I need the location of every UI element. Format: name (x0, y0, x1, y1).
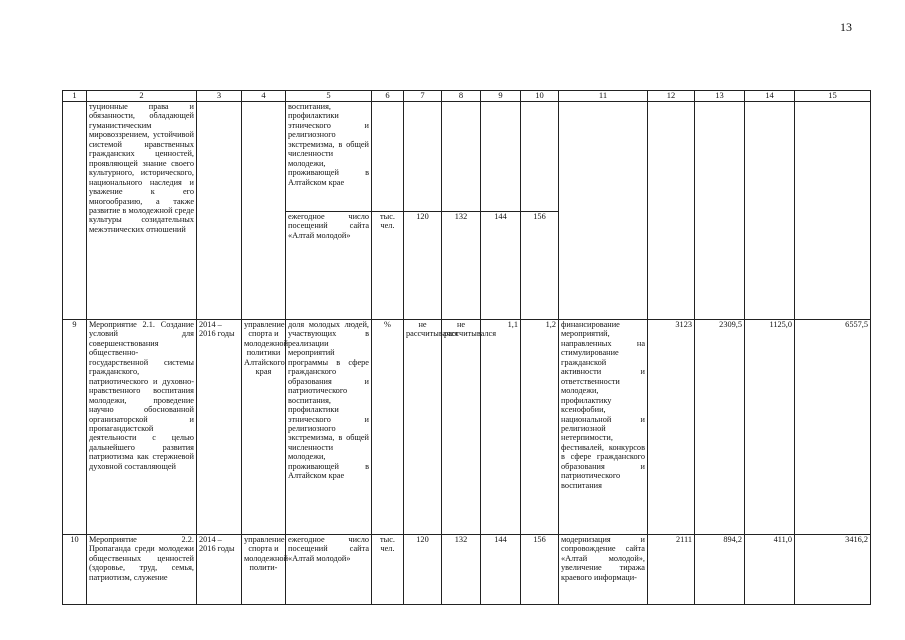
col-header: 10 (521, 91, 559, 102)
cell-indicator: ежегодное число посещений сайта «Алтай молодой» (286, 535, 372, 605)
cell-value: 120 (404, 212, 442, 320)
cell-description: Мероприятие 2.2. Пропаганда среди молодежи общественных ценностей (здоровье, труд, семья, патриотизм, служение (87, 535, 197, 605)
cell-executor (242, 102, 286, 320)
col-header: 2 (87, 91, 197, 102)
cell-indicator: ежегодное число посещений сайта «Алтай молодой» (286, 212, 372, 320)
cell-value: 144 (481, 535, 521, 605)
cell-indicator: доля молодых людей, участвующих в реализации мероприятий программы в сфере гражданского образования и патриотического воспитания, профилактики этнического и религиозного экстремизма, в общей численности молодежи, проживающей в Алтайском крае (286, 320, 372, 535)
cell-executor: управление спорта и молодежной полити- (242, 535, 286, 605)
cell-amount (795, 102, 871, 320)
cell-period: 2014 – 2016 годы (197, 535, 242, 605)
col-header: 14 (745, 91, 795, 102)
cell-amount: 2309,5 (695, 320, 745, 535)
cell-no: 9 (63, 320, 87, 535)
cell-activity: финансирование мероприятий, направленных на стимулирование гражданской активности и ответственности молодежи, профилактику ксенофобии, национальной и религиозной нетерпимости, фестивалей, конкурсов в сфере гражданского образования и патриотического воспитания (559, 320, 648, 535)
cell-amount: 411,0 (745, 535, 795, 605)
col-header: 3 (197, 91, 242, 102)
cell-amount: 1125,0 (745, 320, 795, 535)
cell-amount (648, 102, 695, 320)
cell-value (521, 102, 559, 212)
column-number-row (63, 91, 871, 102)
col-header: 8 (442, 91, 481, 102)
table-row (63, 320, 871, 535)
cell-amount: 894,2 (695, 535, 745, 605)
col-header: 7 (404, 91, 442, 102)
table-row (63, 102, 871, 212)
cell-value: не рассчитывался (442, 320, 481, 535)
program-table (62, 90, 871, 605)
cell-unit: тыс. чел. (372, 212, 404, 320)
cell-no: 10 (63, 535, 87, 605)
cell-indicator: воспитания, профилактики этнического и религиозного экстремизма, в общей численности молодежи, проживающей в Алтайском крае (286, 102, 372, 212)
cell-unit (372, 102, 404, 212)
cell-amount: 6557,5 (795, 320, 871, 535)
page-number: 13 (840, 20, 852, 34)
cell-value: 1,2 (521, 320, 559, 535)
col-header: 9 (481, 91, 521, 102)
cell-amount: 3123 (648, 320, 695, 535)
cell-executor: управление спорта и молодежной политики Алтайского края (242, 320, 286, 535)
cell-activity (559, 102, 648, 320)
cell-value: 156 (521, 212, 559, 320)
cell-period (197, 102, 242, 320)
cell-period: 2014 – 2016 годы (197, 320, 242, 535)
cell-value (442, 102, 481, 212)
col-header: 6 (372, 91, 404, 102)
cell-no (63, 102, 87, 320)
cell-amount: 3416,2 (795, 535, 871, 605)
cell-unit: % (372, 320, 404, 535)
cell-amount (745, 102, 795, 320)
col-header: 12 (648, 91, 695, 102)
col-header: 15 (795, 91, 871, 102)
cell-value (404, 102, 442, 212)
col-header: 1 (63, 91, 87, 102)
cell-activity: модернизация и сопровождение сайта «Алтай молодой», увеличение тиража краевого информаци- (559, 535, 648, 605)
col-header: 13 (695, 91, 745, 102)
col-header: 4 (242, 91, 286, 102)
cell-value: 156 (521, 535, 559, 605)
col-header: 5 (286, 91, 372, 102)
cell-description: Мероприятие 2.1. Создание условий для совершенствования общественно-государственной системы гражданского, патриотического и духовно-нравственного воспитания молодежи, проведение научно обоснованной организаторской и пропагандистской деятельности с целью дальнейшего развития патриотизма как стержневой духовной составляющей (87, 320, 197, 535)
col-header: 11 (559, 91, 648, 102)
table-row (63, 535, 871, 605)
cell-amount (695, 102, 745, 320)
cell-unit: тыс. чел. (372, 535, 404, 605)
cell-amount: 2111 (648, 535, 695, 605)
cell-value: 1,1 (481, 320, 521, 535)
cell-value: 132 (442, 535, 481, 605)
cell-value: 120 (404, 535, 442, 605)
cell-value: 144 (481, 212, 521, 320)
cell-description: туционные права и обязанности, обладающей гуманистическим мировоззрением, устойчивой системой нравственных гражданских ценностей, проявляющей знание своего культурного, исторического, национального наследия и уважение к его многообразию, а также развитие в молодежной среде культуры созидательных межэтнических отношений (87, 102, 197, 320)
cell-value: не рассчитывался (404, 320, 442, 535)
cell-value: 132 (442, 212, 481, 320)
cell-value (481, 102, 521, 212)
